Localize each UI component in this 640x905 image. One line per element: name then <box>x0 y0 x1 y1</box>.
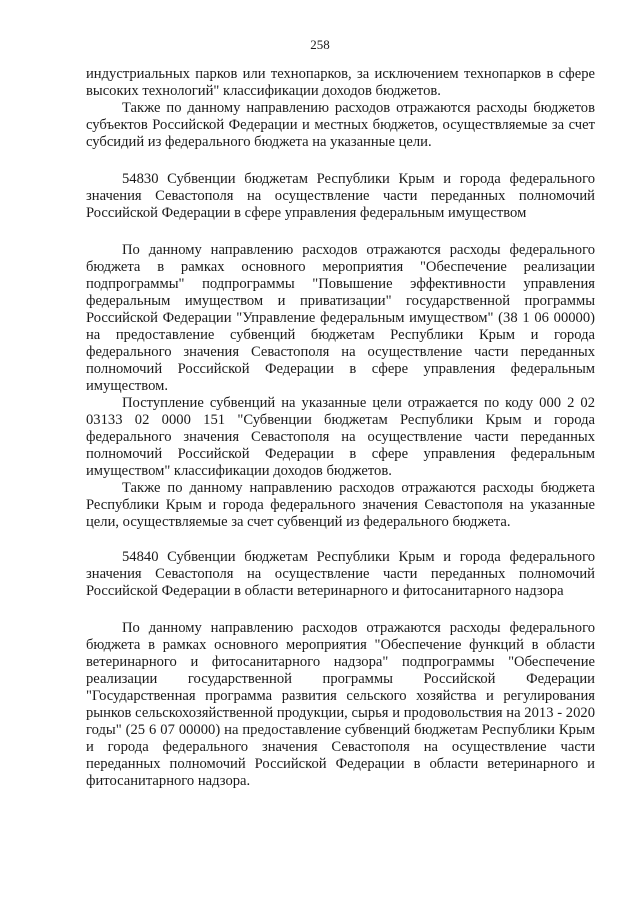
page-number: 258 <box>310 37 330 52</box>
section-spacer <box>86 222 595 242</box>
section-spacer <box>86 531 595 549</box>
section-spacer <box>86 151 595 171</box>
paragraph-54840-description: По данному направлению расходов отражаются расходы федерального бюджета в рамках основного мероприятия "Обеспечение функций в области ветеринарного и фитосанитарного надзора" подпрограммы "Обеспечение реализации государственной программы Российской Федерации "Государственная программа развития сельского хозяйства и регулирования рынков сельскохозяйственной продукции, сырья и продовольствия на 2013 - 2020 годы" (25 6 07 00000) на предоставление субвенций бюджетам Республики Крым и города федерального значения Севастополя на осуществление части переданных полномочий Российской Федерации в области ветеринарного и фитосанитарного надзора. <box>86 620 595 789</box>
section-spacer <box>86 600 595 620</box>
section-heading-54830: 54830 Субвенции бюджетам Республики Крым и города федерального значения Севастополя на осуществление части переданных полномочий Российской Федерации в сфере управления федеральным имуществом <box>86 171 595 221</box>
paragraph-54830-description: По данному направлению расходов отражаются расходы федерального бюджета в рамках основного мероприятия "Обеспечение реализации подпрограммы" подпрограммы "Повышение эффективности управления федеральным имуществом и приватизации" государственной программы Российской Федерации "Управление федеральным имуществом" (38 1 06 00000) на предоставление субвенций бюджетам Республики Крым и города федерального значения Севастополя на осуществление части переданных полномочий Российской Федерации в сфере управления федеральным имуществом. <box>86 242 595 394</box>
paragraph-subsidies-note: Также по данному направлению расходов отражаются расходы бюджетов субъектов Российской Федерации и местных бюджетов, осуществляемые за счет субсидий из федерального бюджета на указанные цели. <box>86 100 595 150</box>
page-content <box>86 66 595 790</box>
paragraph-54830-regional-expenses: Также по данному направлению расходов отражаются расходы бюджета Республики Крым и города федерального значения Севастополя на указанные цели, осуществляемые за счет субвенций из федерального бюджета. <box>86 480 595 530</box>
paragraph-continuation: индустриальных парков или технопарков, за исключением технопарков в сфере высоких технологий" классификации доходов бюджетов. <box>86 66 595 99</box>
section-heading-54840: 54840 Субвенции бюджетам Республики Крым и города федерального значения Севастополя на осуществление части переданных полномочий Российской Федерации в области ветеринарного и фитосанитарного надзора <box>86 549 595 599</box>
paragraph-54830-revenue-code: Поступление субвенций на указанные цели отражается по коду 000 2 02 03133 02 0000 151 "Субвенции бюджетам Республики Крым и города федерального значения Севастополя на осуществление части переданных полномочий Российской Федерации в сфере управления федеральным имуществом" классификации доходов бюджетов. <box>86 395 595 479</box>
